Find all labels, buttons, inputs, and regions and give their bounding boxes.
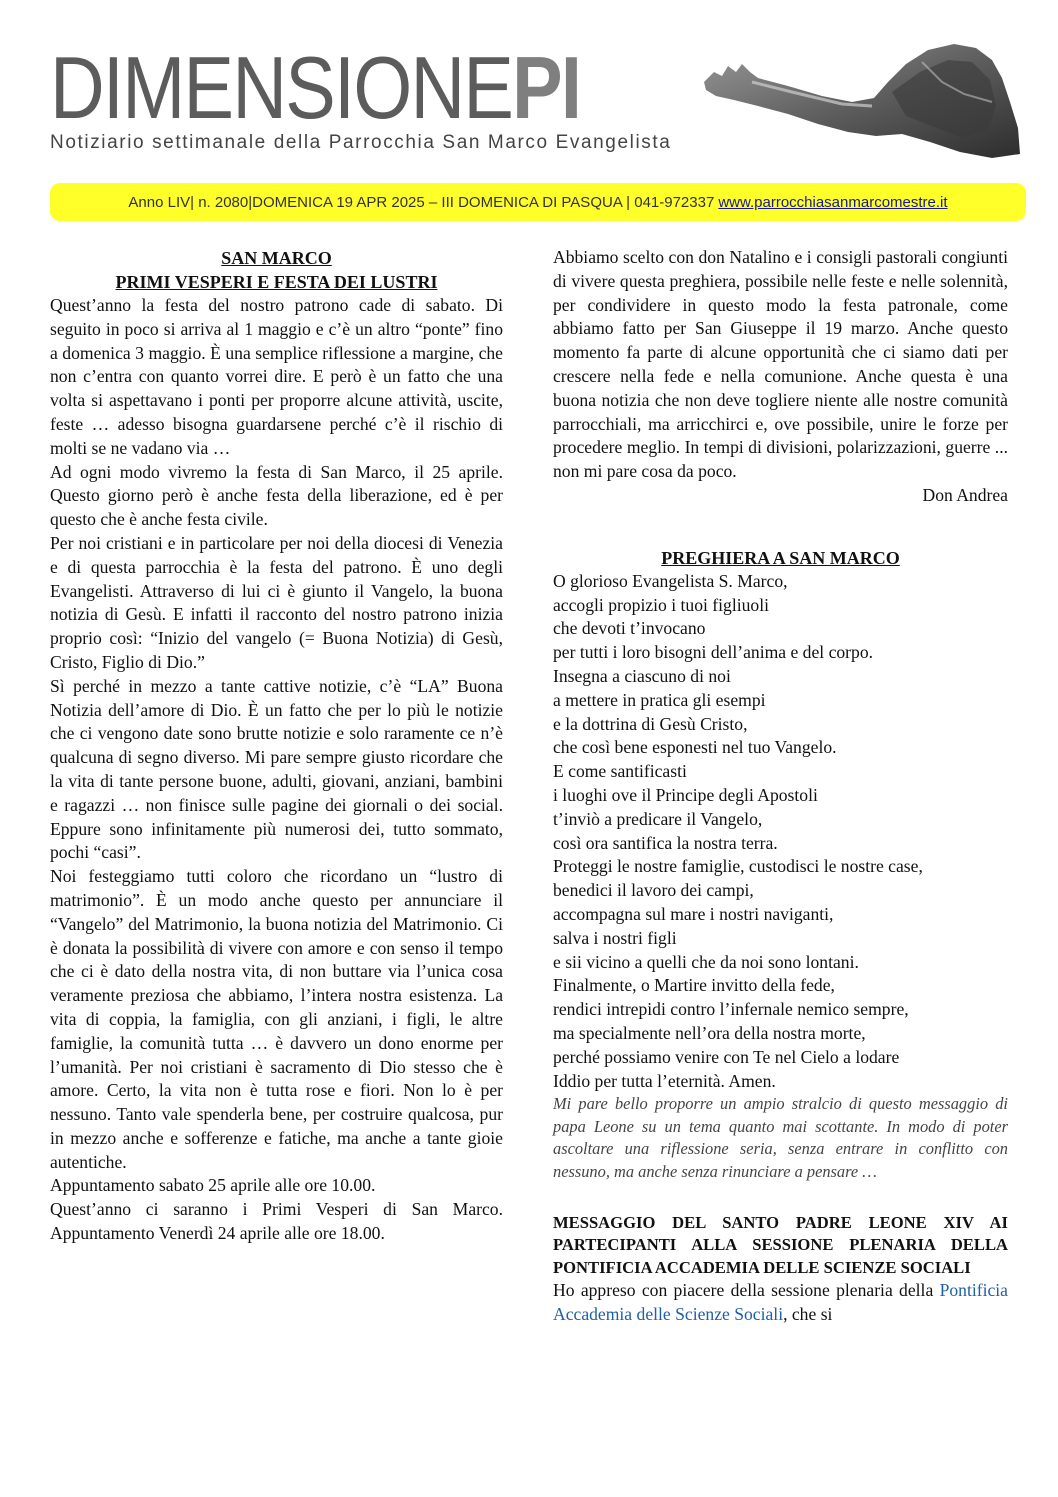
editor-note: Mi pare bello proporre un ampio stralcio di questo messaggio di papa Leone su un tema quanto mai scottante. In modo di poter ascoltare una riflessione seria, senza entrare in conflitto con nessuno, ma anche senza rinunciare a pensare … [553, 1094, 1008, 1182]
prayer-line: che così bene esponesti nel tuo Vangelo. [553, 737, 837, 758]
prayer-line: i luoghi ove il Principe degli Apostoli [553, 784, 818, 805]
paragraph: Quest’anno la festa del nostro patrono cade di sabato. Di seguito in poco si arriva al 1 maggio e c’è un altro “ponte” fino a domenica 3 maggio. È una semplice riflessione a margine, che non c’entra con quanto vorrei dire. E però è un fatto che una volta si aspettavano i ponti per proporre alcune attività, uscite, feste … adesso bisogna guardarsene perché c’è il rischio di molti se ne vadano via … [50, 295, 503, 458]
prayer-line: accompagna sul mare i nostri naviganti, [553, 903, 834, 924]
paragraph: Appuntamento sabato 25 aprile alle ore 10.00. [50, 1175, 376, 1196]
prayer-line: e la dottrina di Gesù Cristo, [553, 713, 748, 734]
prayer-line: rendici intrepidi contro l’infernale nemico sempre, [553, 999, 909, 1020]
article-subheading-vesperi: PRIMI VESPERI E FESTA DEI LUSTRI [115, 272, 438, 292]
left-column [50, 246, 503, 1246]
prayer-line: salva i nostri figli [553, 927, 677, 948]
right-column [553, 246, 1008, 1327]
message-paragraph [553, 1279, 1008, 1327]
prayer-line: e sii vicino a quelli che da noi sono lontani. [553, 951, 859, 972]
intro-paragraph: Abbiamo scelto con don Natalino e i consigli pastorali congiunti di vivere questa preghiera, possibile nelle feste e nelle solennità, per condividere in questo modo la festa patronale, come abbiamo fatto per San Giuseppe il 19 marzo. Anche questo momento fa parte di alcune opportunità che ci siamo dati per crescere nella fede e nella comunione. Anche questa è una buona notizia che non deve togliere niente alle nostre comunità parrocchiali, ma arricchirci e, ove possibile, unire le forze per procedere meglio. In tempi di divisioni, polarizzazioni, guerre ... non mi pare cosa da poco. [553, 247, 1008, 482]
article-heading-san-marco: SAN MARCO [221, 248, 332, 268]
prayer-line: perché possiamo venire con Te nel Cielo a lodare [553, 1046, 900, 1067]
prayer-line: O glorioso Evangelista S. Marco, [553, 570, 788, 591]
statue-illustration [692, 42, 1022, 160]
prayer-line: Finalmente, o Martire invitto della fede, [553, 975, 835, 996]
title-pi: PI [512, 38, 581, 137]
masthead [50, 38, 1010, 162]
prayer-heading: PREGHIERA A SAN MARCO [661, 547, 900, 568]
paragraph: Noi festeggiamo tutti coloro che ricordano un “lustro di matrimonio”. È un modo anche questo per annunciare il “Vangelo” del Matrimonio, la buona notizia del Matrimonio. Ci è donata la possibilità di vivere con amore e con senso il tempo che ci è dato della nostra vita, di non buttare via l’unica cosa veramente preziosa che abbiamo, l’intera nostra esistenza. La vita di coppia, la famiglia, con gli anziani, i figli, le altre famiglie, la comunità tutta … è davvero un dono enorme per l’umanità. Per noi cristiani è sacramento di Dio stesso che è amore. Certo, la vita non è tutta rose e fiori. Non lo è per nessuno. Tanto vale spenderla bene, per costruire qualcosa, pur in mezzo anche e sofferenze e fatiche, ma anche a tante gioie autentiche. [50, 866, 503, 1172]
newsletter-title [50, 38, 581, 137]
parish-website-link[interactable]: www.parrocchiasanmarcomestre.it [718, 193, 948, 211]
prayer-line: Iddio per tutta l’eternità. Amen. [553, 1070, 776, 1091]
issue-info-text: Anno LIV| n. 2080|DOMENICA 19 APR 2025 – III DOMENICA DI PASQUA | 041-972337 [128, 193, 715, 211]
prayer-line: per tutti i loro bisogni dell’anima e del corpo. [553, 642, 874, 663]
paragraph: Per noi cristiani e in particolare per noi della diocesi di Venezia e di questa parrocchia è la festa del patrono. È uno degli Evangelisti. Attraverso di lui ci è giunto il Vangelo, la buona notizia di Gesù. E infatti il racconto del nostro patrono inizia proprio così: “Inizio del vangelo (= Buona Notizia) di Gesù, Cristo, Figlio di Dio.” [50, 532, 503, 672]
prayer-line: accogli propizio i tuoi figliuoli [553, 594, 769, 615]
prayer-line: t’inviò a predicare il Vangelo, [553, 808, 763, 829]
paragraph: Quest’anno ci saranno i Primi Vesperi di San Marco. Appuntamento Venerdì 24 aprile alle ore 18.00. [50, 1199, 503, 1244]
prayer-line: che devoti t’invocano [553, 618, 706, 639]
prayer-line: benedici il lavoro dei campi, [553, 880, 754, 901]
newsletter-subtitle: Notiziario settimanale della Parrocchia San Marco Evangelista [50, 132, 672, 153]
message-end: , che si [783, 1303, 833, 1324]
message-start: Ho appreso con piacere della sessione plenaria della [553, 1280, 934, 1301]
academy-link[interactable]: Pontificia Accademia delle Scienze Sociali [553, 1280, 1008, 1324]
title-main: DIMENSIONE [50, 38, 513, 137]
author-signature: Don Andrea [922, 484, 1008, 505]
prayer-line: Proteggi le nostre famiglie, custodisci le nostre case, [553, 856, 923, 877]
paragraph: Sì perché in mezzo a tante cattive notizie, c’è “LA” Buona Notizia dell’amore di Dio. È un fatto che per lo più le notizie che ci vengono date sono brutte notizie e solo raramente ce n’è qualcuna di segno diverso. Mi pare sempre giusto ricordare che la vita di tante persone buone, adulti, giovani, anziani, bambini e ragazzi … non finisce sulle pagine dei giornali o dei social. Eppure sono infinitamente più numerosi dei, tutto sommato, pochi “casi”. [50, 675, 503, 863]
prayer-line: a mettere in pratica gli esempi [553, 689, 766, 710]
prayer-line: così ora santifica la nostra terra. [553, 832, 778, 853]
issue-info-banner [50, 183, 1026, 221]
prayer-line: Insegna a ciascuno di noi [553, 665, 731, 686]
message-heading: MESSAGGIO DEL SANTO PADRE LEONE XIV AI PARTECIPANTI ALLA SESSIONE PLENARIA DELLA PONTIFICIA ACCADEMIA DELLE SCIENZE SOCIALI [553, 1212, 1008, 1277]
prayer-text [553, 570, 1008, 1094]
prayer-line: ma specialmente nell’ora della nostra morte, [553, 1022, 866, 1043]
paragraph: Ad ogni modo vivremo la festa di San Marco, il 25 aprile. Questo giorno però è anche festa della liberazione, ed è per questo che è anche festa civile. [50, 461, 503, 530]
prayer-line: E come santificasti [553, 761, 687, 782]
